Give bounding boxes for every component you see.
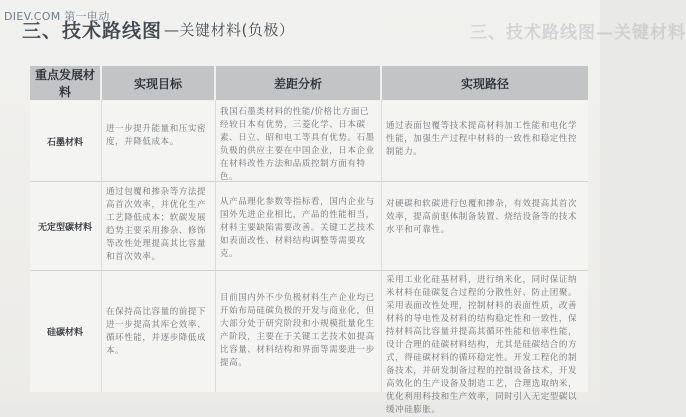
column-divider <box>101 100 102 392</box>
column-divider <box>381 100 382 392</box>
header-path: 实现路径 <box>382 66 588 100</box>
material-amorphous-carbon: 无定型碳材料 <box>37 222 92 233</box>
goal-cell: 在保持高比容量的前提下进一步提高其库仑效率、循环性能，并逐步降低成本。 <box>106 307 207 356</box>
row-divider <box>30 181 588 182</box>
gap-cell: 从产品理化参数等指标看，国内企业与国外先进企业相比，产品的性能相当，材料主要缺陷需要改善。关键工艺技术如表面改性、材料结构调整等需要攻克。 <box>220 197 375 259</box>
title-main: 三、技术路线图 <box>22 19 163 42</box>
header-gap: 差距分析 <box>216 66 380 100</box>
roadmap-table <box>30 66 588 415</box>
header-goal: 实现目标 <box>102 66 214 100</box>
title-subtitle: —关键材料(负极） <box>164 20 295 39</box>
path-cell: 对硬碳和软碳进行包覆和掺杂，有效提高其首次效率，提高前驱体制备装置、烧结设备等的技术水平和可靠性。 <box>386 199 578 235</box>
row-divider <box>30 270 588 271</box>
material-graphite: 石墨材料 <box>46 137 83 148</box>
site-watermark: DIEV.COM 第一电动 <box>4 10 110 23</box>
goal-cell: 通过包覆和掺杂等方法提高首次效率，并优化生产工艺降低成本；软碳发展趋势主要采用掺杂、修饰等改性处理提高其比容量和首次效率。 <box>106 187 207 262</box>
gap-cell: 我国石墨类材料的性能/价格比方面已经较日本有优势，三菱化学、日本碳素、日立、昭和电工等具有优势。石墨负极的供应主要在中国企业，日本企业在材料改性方法和品质控制方面有特色。 <box>220 107 375 182</box>
material-silicon-carbon: 硅碳材料 <box>46 328 83 338</box>
path-cell: 通过表面包覆等技术提高材料加工性能和电化学性能，加强生产过程中材料的一致性和稳定性控制能力。 <box>386 121 578 157</box>
ghost-title-bleedthrough: 三、技术路线图—关键材料 <box>470 23 686 43</box>
column-divider <box>215 100 216 392</box>
goal-cell: 进一步提升能量和压实密度，并降低成本。 <box>106 124 207 147</box>
gap-cell: 目前国内外不少负极材料生产企业均已开始布局硅碳负极的开发与商业化，但大部分处于研究阶段和小规模批量化生产阶段，主要在于关键工艺技术如提高比容量、材料结构和界面等需要进一步提高。 <box>220 293 375 368</box>
header-material: 重点发展材料 <box>30 66 100 100</box>
path-cell: 采用工业化硅基材料，进行纳米化，同时保证纳米材料在硅碳复合过程的分散性好、防止团聚。采用表面改性处理，控制材料的表面性质，改善材料的导电性及材料的结构稳定性和一致性，保持材料高比容量并提高其循环性能和倍率性能，设计合理的硅碳材料结构，尤其是硅碳结合的方式，得硅碳材料的循环稳定性。开发工程化的制备技术，并研发制备过程的控制设备技术，开发高效化的生产设备及制造工艺，合理选取纳米，优化利用科技和生产效率，同时引入无定型碳以缓冲硅膨胀。 <box>386 275 578 415</box>
